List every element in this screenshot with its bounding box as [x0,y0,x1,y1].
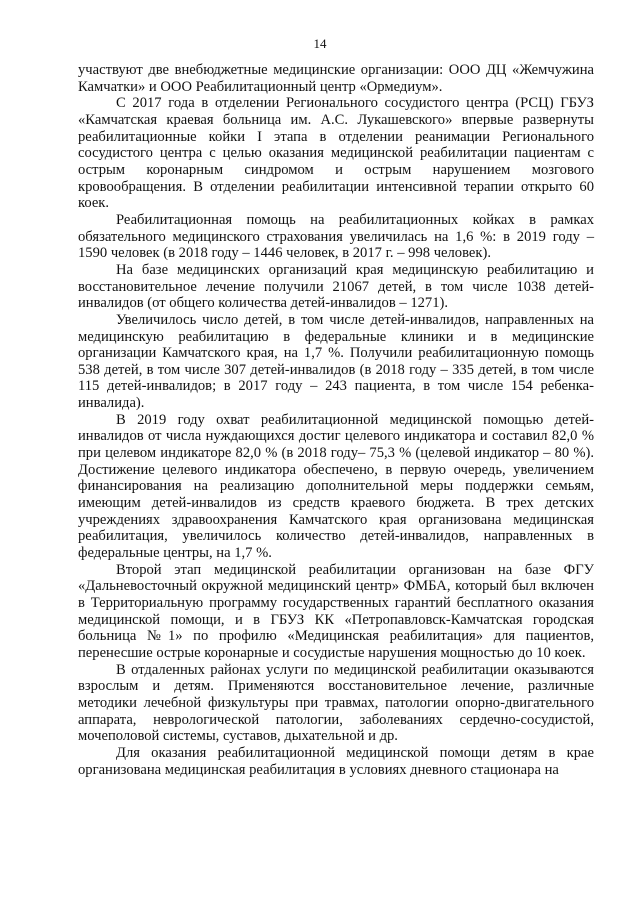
paragraph-second-stage: Второй этап медицинской реабилитации организован на базе ФГУ «Дальневосточный окружной медицинский центр» ФМБА, который был включен в Территориальную программу государственных гарантий бесплатного оказания медицинской помощи, и в ГБУЗ КК «Петропавловск-Камчатская городская больница №1» по профилю «Медицинская реабилитация» для пациентов, перенесшие острые коронарные и сосудистые нарушения мощностью до 10 коек. [78,561,594,661]
paragraph-children-referrals: Увеличилось число детей, в том числе детей-инвалидов, направленных на медицинскую реабилитацию в федеральные клиники и в медицинские организации Камчатского края, на 1,7 %. Получили реабилитационную помощь 538 детей, в том числе 307 детей-инвалидов (в 2018 году – 335 детей, в том числе 115 детей-инвалидов; в 2017 году – 243 пациента, в том числе 154 ребенка-инвалида). [78,311,594,412]
paragraph-coverage-2019: В 2019 году охват реабилитационной медицинской помощью детей-инвалидов от числа нуждающихся достиг целевого индикатора и составил 82,0 % при целевом индикаторе 82,0 % (в 2018 году– 75,3 % (целевой индикатор – 80 %). Достижение целевого индикатора обеспечено, в первую очередь, увеличением финансирования на реализацию дополнительной меры поддержки семьям, имеющим детей-инвалидов из средств краевого бюджета. В трех детских учреждениях здравоохранения Камчатского края организована медицинская реабилитация, увеличилось количество детей-инвалидов, направленных в федеральные центры, на 1,7 %. [78,411,594,562]
paragraph-day-hospital: Для оказания реабилитационной медицинской помощи детям в крае организована медицинская реабилитация в условиях дневного стационара на [78,744,594,778]
paragraph-continuation: участвуют две внебюджетные медицинские организации: ООО ДЦ «Жемчужина Камчатки» и ООО Реабилитационный центр «Ормедиум». [78,62,594,95]
paragraph-children-rehab: На базе медицинских организаций края медицинскую реабилитацию и восстановительное лечение получили 21067 детей, в том числе 1038 детей-инвалидов (от общего количества детей-инвалидов – 1271). [78,261,594,312]
paragraph-rehab-beds-insurance: Реабилитационная помощь на реабилитационных койках в рамках обязательного медицинского страхования увеличилась на 1,6 %: в 2019 году – 1590 человек (в 2018 году – 1446 человек, в 2017 г. – 998 человек). [78,211,594,262]
document-body [78,62,594,778]
page-number: 14 [313,36,327,51]
paragraph-regional-vascular-center: С 2017 года в отделении Регионального сосудистого центра (РСЦ) ГБУЗ «Камчатская краевая больница им. А.С. Лукашевского» впервые развернуты реабилитационные койки I этапа в отделении реанимации Регионального сосудистого центра с целью оказания медицинской реабилитации пациентам с острым коронарным синдромом и острым нарушением мозгового кровообращения. В отделении реабилитации интенсивной терапии открыто 60 коек. [78,95,594,212]
paragraph-remote-districts: В отдаленных районах услуги по медицинской реабилитации оказываются взрослым и детям. Применяются восстановительное лечение, различные методики лечебной физкультуры при травмах, патологии опорно-двигательного аппарата, неврологической патологии, заболеваниях сердечно-сосудистой, мочеполовой системы, суставов, дыхательной и др. [78,661,594,745]
